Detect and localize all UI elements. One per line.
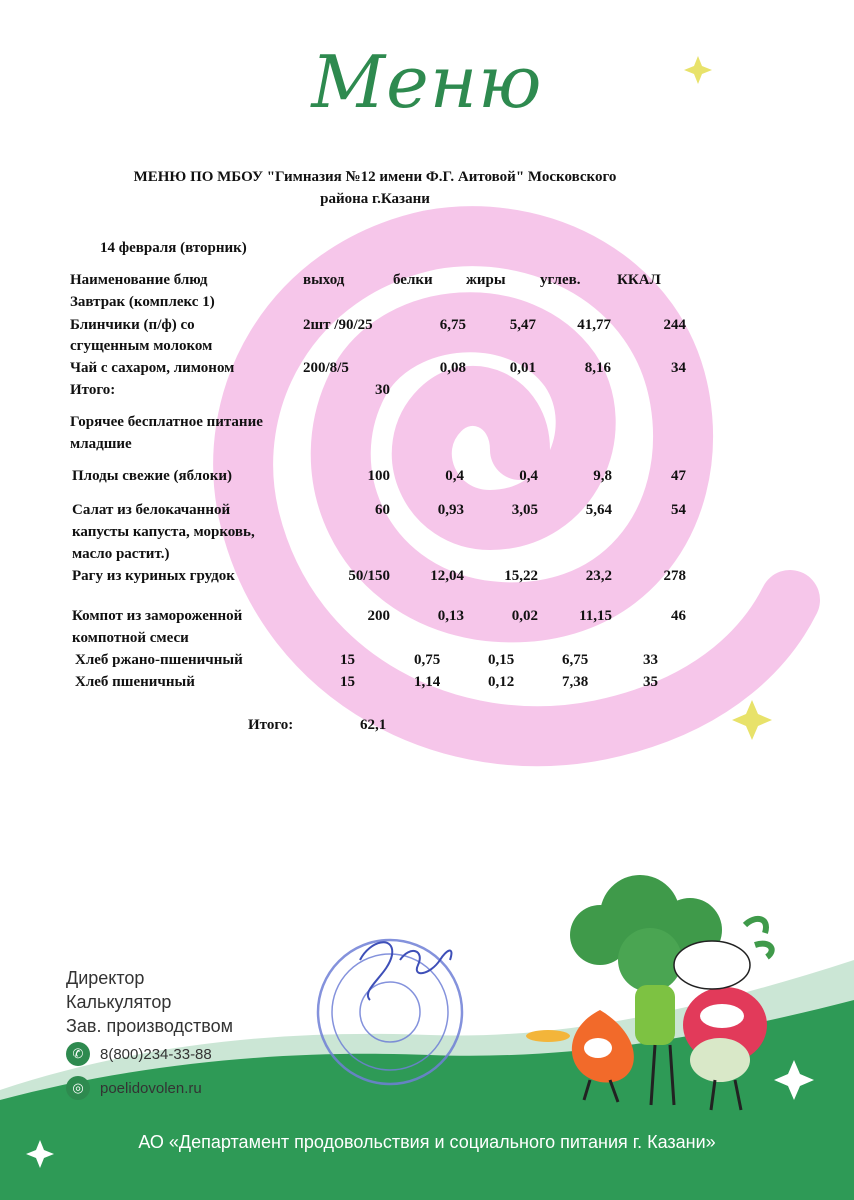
column-header-proteins: белки xyxy=(393,272,433,288)
dish-name-cont: сгущенным молоком xyxy=(70,338,213,354)
dish-kcal: 34 xyxy=(671,360,686,376)
signature xyxy=(360,942,451,1000)
dish-fats: 15,22 xyxy=(504,568,538,584)
dish-proteins: 6,75 xyxy=(439,317,466,333)
dish-proteins: 0,08 xyxy=(439,360,466,376)
column-header-carbs: углев. xyxy=(540,272,581,288)
breakfast-total-label: Итого: xyxy=(70,382,116,398)
dish-name-cont: масло растит.) xyxy=(72,546,170,562)
phone-icon: ✆ xyxy=(66,1042,90,1066)
dish-kcal: 47 xyxy=(671,468,686,484)
website-link[interactable]: poelidovolen.ru xyxy=(100,1079,202,1097)
column-header-kcal: ККАЛ xyxy=(617,272,661,288)
dish-name: Хлеб пшеничный xyxy=(75,674,195,690)
dish-name: Компот из замороженной xyxy=(72,608,243,624)
dish-proteins: 12,04 xyxy=(430,568,464,584)
lunch-total-value: 62,1 xyxy=(360,717,387,733)
dish-kcal: 33 xyxy=(643,652,658,668)
footer-role-production: Зав. производством xyxy=(66,1016,233,1036)
dish-output: 50/150 xyxy=(348,568,390,584)
dish-carbs: 41,77 xyxy=(577,317,611,333)
dish-output: 200 xyxy=(367,608,390,624)
dish-proteins: 0,75 xyxy=(414,652,441,668)
dish-name-cont: капусты капуста, морковь, xyxy=(72,524,255,540)
section-breakfast: Завтрак (комплекс 1) xyxy=(70,294,215,310)
column-header-fats: жиры xyxy=(466,272,506,288)
footer-role-calculator: Калькулятор xyxy=(66,992,172,1012)
breakfast-total-value: 30 xyxy=(375,382,390,398)
dish-name: Плоды свежие (яблоки) xyxy=(72,468,232,484)
footer-role-director: Директор xyxy=(66,968,145,988)
dish-kcal: 46 xyxy=(671,608,686,624)
dish-output: 200/8/5 xyxy=(303,360,349,376)
contact-website xyxy=(66,1076,202,1100)
dish-proteins: 0,93 xyxy=(437,502,464,518)
lunch-total-label: Итого: xyxy=(248,717,294,733)
column-header-output: выход xyxy=(303,272,345,288)
phone-number: 8(800)234-33-88 xyxy=(100,1045,212,1063)
document-title xyxy=(90,166,660,210)
column-header-name: Наименование блюд xyxy=(70,272,208,288)
dish-output: 15 xyxy=(340,674,355,690)
dish-carbs: 9,8 xyxy=(593,468,612,484)
dish-carbs: 7,38 xyxy=(562,674,589,690)
dish-carbs: 23,2 xyxy=(585,568,612,584)
dish-kcal: 54 xyxy=(671,502,686,518)
dish-proteins: 0,13 xyxy=(437,608,464,624)
dish-name: Рагу из куриных грудок xyxy=(72,568,235,584)
dish-carbs: 6,75 xyxy=(562,652,589,668)
dish-kcal: 35 xyxy=(643,674,658,690)
dish-fats: 3,05 xyxy=(511,502,538,518)
dish-output: 60 xyxy=(375,502,390,518)
dish-fats: 0,15 xyxy=(488,652,515,668)
document-title-line1: МЕНЮ ПО МБОУ "Гимназия №12 имени Ф.Г. Аитовой" Московского xyxy=(133,169,617,185)
dish-name: Салат из белокачанной xyxy=(72,502,231,518)
dish-kcal: 244 xyxy=(663,317,686,333)
dish-output: 2шт /90/25 xyxy=(303,317,373,333)
dish-name: Блинчики (п/ф) со xyxy=(70,317,195,333)
menu-date: 14 февраля (вторник) xyxy=(100,240,247,256)
document-title-line2: района г.Казани xyxy=(320,191,430,207)
dish-fats: 0,12 xyxy=(488,674,515,690)
dish-proteins: 1,14 xyxy=(414,674,441,690)
dish-output: 100 xyxy=(367,468,390,484)
menu-script-title: Меню xyxy=(311,40,543,124)
contact-phone xyxy=(66,1042,212,1066)
dish-kcal: 278 xyxy=(663,568,686,584)
dish-carbs: 8,16 xyxy=(584,360,611,376)
dish-fats: 0,4 xyxy=(519,468,538,484)
dish-carbs: 5,64 xyxy=(585,502,612,518)
dish-output: 15 xyxy=(340,652,355,668)
dish-fats: 0,01 xyxy=(509,360,536,376)
company-name: АО «Департамент продовольствия и социального питания г. Казани» xyxy=(138,1132,716,1152)
dish-proteins: 0,4 xyxy=(445,468,464,484)
dish-name-cont: компотной смеси xyxy=(72,630,189,646)
globe-icon: ◎ xyxy=(66,1076,90,1100)
dish-fats: 0,02 xyxy=(511,608,538,624)
section-lunch-subtitle: младшие xyxy=(70,436,132,452)
dish-name: Хлеб ржано-пшеничный xyxy=(75,652,243,668)
dish-name: Чай с сахаром, лимоном xyxy=(70,360,235,376)
section-lunch: Горячее бесплатное питание xyxy=(70,414,263,430)
dish-carbs: 11,15 xyxy=(579,608,612,624)
dish-fats: 5,47 xyxy=(509,317,536,333)
